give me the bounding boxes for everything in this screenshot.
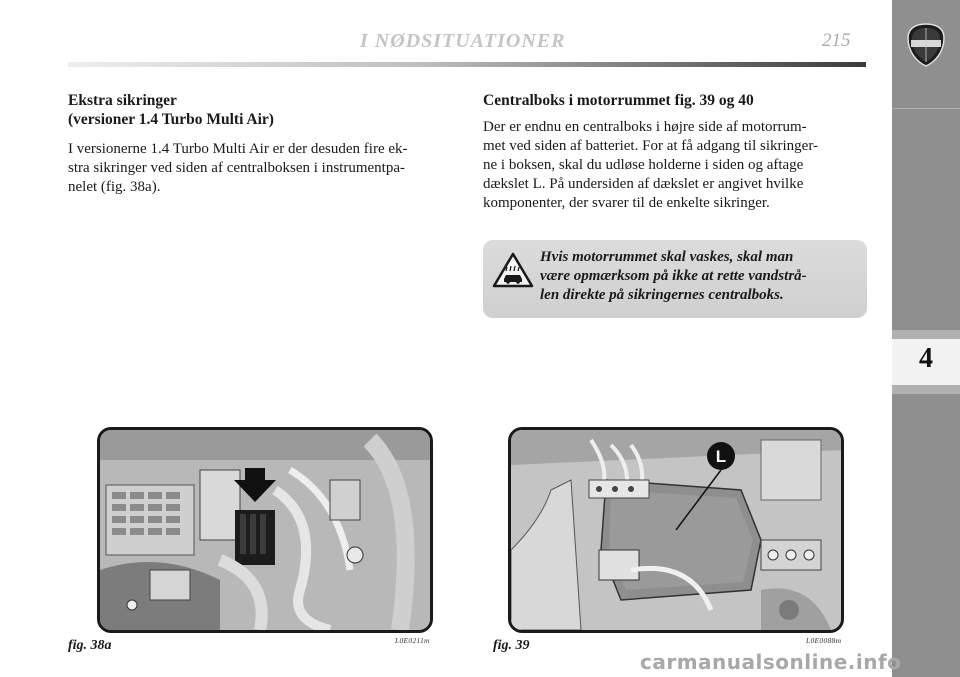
figure-caption: fig. 38a: [68, 638, 112, 653]
section-heading-extra-fuses: Ekstra sikringer (versioner 1.4 Turbo Multi Air): [68, 92, 274, 128]
chapter-number: 4: [919, 343, 933, 374]
text-line: være opmærksom på ikke at rette vandstrå-: [540, 268, 807, 284]
text-line: Hvis motorrummet skal vaskes, skal man: [540, 249, 794, 265]
text-line: ne i boksen, skal du udløse holderne i siden og aftage: [483, 157, 804, 173]
extra-fuses-paragraph: [68, 140, 468, 197]
text-line: len direkte på sikringernes centralboks.: [540, 287, 784, 303]
watermark-text: carmanualsonline.info: [640, 650, 902, 674]
section-heading-engine-fusebox: Centralboks i motorrummet fig. 39 og 40: [483, 92, 754, 109]
engine-bay-fusebox-illustration: [511, 430, 841, 630]
sidebar-divider: [892, 330, 960, 339]
lancia-shield-icon: [905, 22, 947, 68]
figure-code: L0E0211m: [395, 636, 430, 645]
callout-label-L: L: [715, 447, 727, 466]
figure-39-photo: [508, 427, 844, 633]
sidebar-divider: [892, 108, 960, 109]
car-wash-warning-icon: [492, 252, 534, 288]
sidebar-divider: [892, 385, 960, 394]
dashboard-fusebox-illustration: [100, 430, 430, 630]
text-line: dækslet L. På undersiden af dækslet er angivet hvilke: [483, 176, 804, 192]
figure-38a-photo: [97, 427, 433, 633]
warning-text: [540, 248, 858, 305]
text-line: met ved siden af batteriet. For at få adgang til sikringer-: [483, 138, 819, 154]
text-line: Der er endnu en centralboks i højre side af motorrum-: [483, 119, 807, 135]
text-line: stra sikringer ved siden af centralboksen i instrumentpa-: [68, 160, 405, 176]
page-number: 215: [822, 30, 851, 51]
text-line: I versionerne 1.4 Turbo Multi Air er der desuden fire ek-: [68, 141, 408, 157]
engine-fusebox-paragraph: [483, 118, 873, 213]
header-divider: [68, 62, 866, 67]
figure-caption: fig. 39: [493, 638, 530, 653]
text-line: komponenter, der svarer til de enkelte sikringer.: [483, 195, 770, 211]
text-line: nelet (fig. 38a).: [68, 179, 161, 195]
figure-code: L0E0088m: [806, 636, 842, 645]
section-title: I NØDSITUATIONER: [360, 30, 566, 52]
